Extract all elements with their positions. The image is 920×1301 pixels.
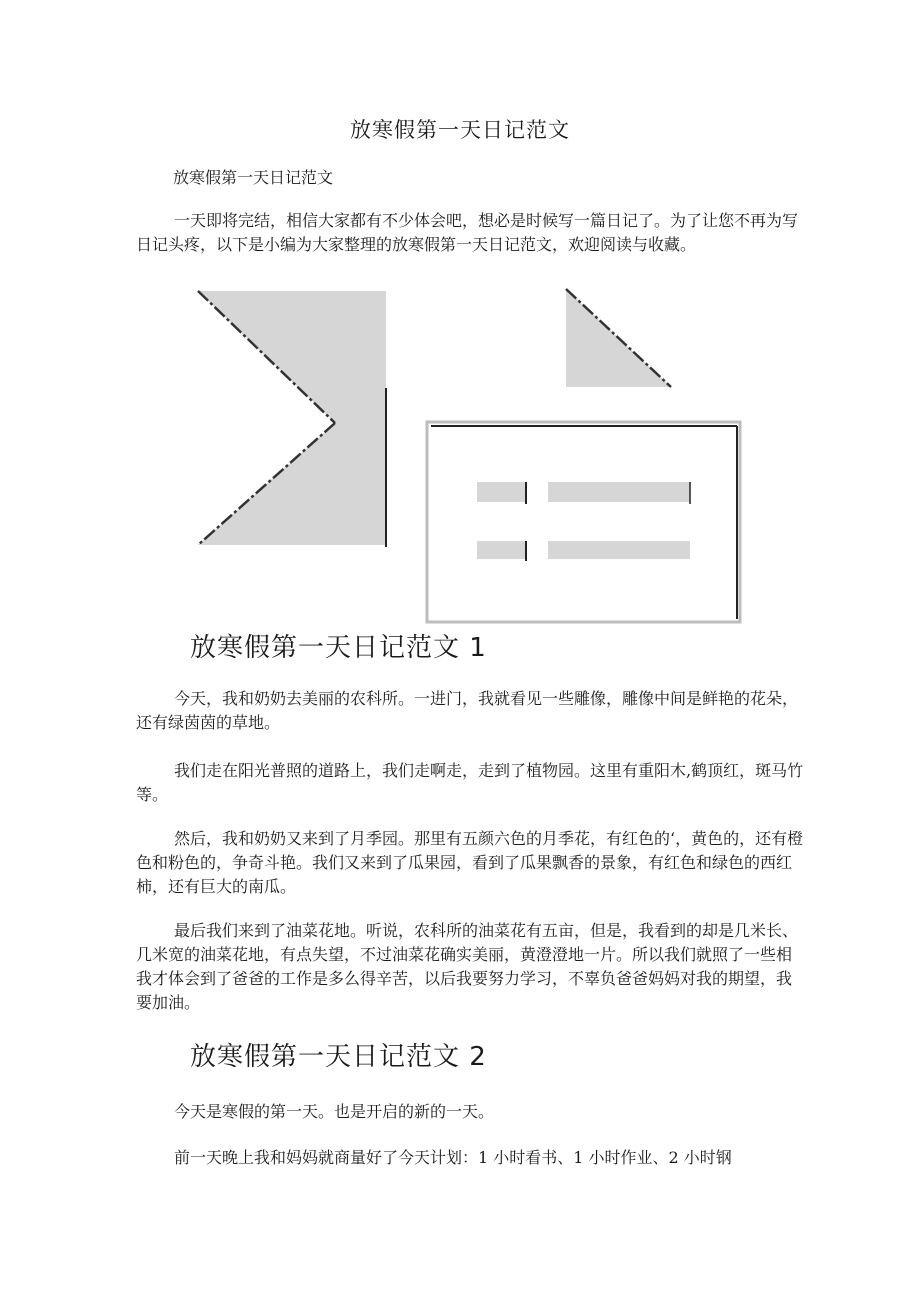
chevron-shape bbox=[198, 291, 386, 545]
bar-left-2 bbox=[477, 541, 526, 559]
intro-paragraph: 一天即将完结，相信大家都有不少体会吧，想必是时候写一篇日记了。为了让您不再为写日记头疼，以下是小编为大家整理的放寒假第一天日记范文，欢迎阅读与收藏。 bbox=[136, 211, 799, 254]
bar-left-1 bbox=[477, 482, 526, 502]
decorative-figure bbox=[0, 285, 920, 625]
section1-paragraph: 最后我们来到了油菜花地。听说，农科所的油菜花有五亩，但是，我看到的却是几米长、几米宽的油菜花地，有点失望，不过油菜花确实美丽，黄澄澄地一片。所以我们就照了一些相我才体会到了爸爸的工作是多么得辛苦，以后我要努力学习，不辜负爸爸妈妈对我的期望，我要加油。 bbox=[136, 921, 799, 1012]
section1-paragraph: 我们走在阳光普照的道路上，我们走啊走，走到了植物园。这里有重阳木,鹤顶红，斑马竹等。 bbox=[136, 761, 804, 804]
document-subtitle: 放寒假第一天日记范文 bbox=[173, 168, 334, 187]
bar-right-2 bbox=[548, 541, 690, 559]
frame-outer bbox=[427, 422, 740, 622]
section1-paragraph: 今天，我和奶奶去美丽的农科所。一进门，我就看见一些雕像，雕像中间是鲜艳的花朵，还有绿茵茵的草地。 bbox=[136, 689, 799, 732]
section2-line: 前一天晚上我和妈妈就商量好了今天计划：1 小时看书、1 小时作业、2 小时钢 bbox=[174, 1148, 732, 1167]
section1-heading: 放寒假第一天日记范文 1 bbox=[190, 633, 487, 663]
section2-heading: 放寒假第一天日记范文 2 bbox=[190, 1042, 487, 1072]
document-title: 放寒假第一天日记范文 bbox=[350, 118, 570, 142]
bar-right-1 bbox=[548, 482, 690, 502]
section2-line: 今天是寒假的第一天。也是开启的新的一天。 bbox=[174, 1102, 495, 1121]
section1-paragraph: 然后，我和奶奶又来到了月季园。那里有五颜六色的月季花，有红色的‘，黄色的，还有橙色和粉色的，争奇斗艳。我们又来到了瓜果园，看到了瓜果飘香的景象，有红色和绿色的西红柿，还有巨大的南瓜。 bbox=[136, 829, 804, 896]
